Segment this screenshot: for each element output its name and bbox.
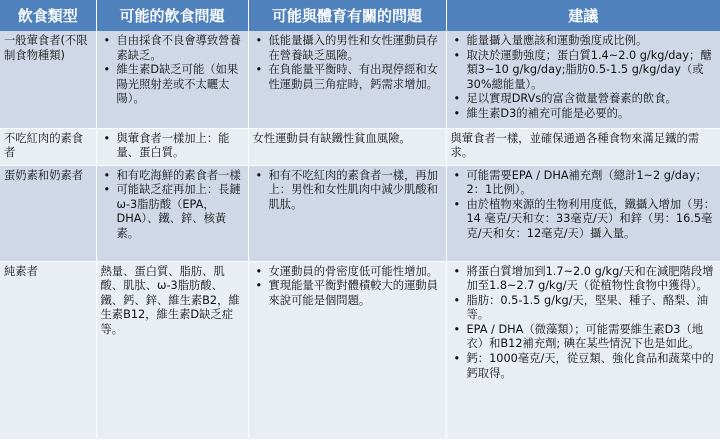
table-row [0, 31, 720, 128]
diet-issues-cell [96, 165, 248, 261]
advice-cell [446, 165, 720, 261]
list-item: • 女運動員的骨密度低可能性增加。 [253, 265, 442, 280]
table-row [0, 128, 720, 165]
list-item: • 可能缺乏症再加上：長鏈ω-3脂肪酸（EPA，DHA）、鐵、鋅、核黃素。 [101, 183, 244, 241]
list-item: • 由於植物來源的生物利用度低，鐵攝入增加（男：14 毫克/天和女：33毫克/天）和鋅（男：16.5毫克/天和女：12毫克/天）攝入量。 [451, 198, 717, 242]
advice-cell [446, 31, 720, 128]
list-item: • 和有不吃紅肉的素食者一樣，再加上：男性和女性肌肉中減少肌酸和肌肽。 [253, 169, 442, 213]
list-item: • 鈣：1000毫克/天，從豆類、強化食品和蔬菜中的鈣取得。 [451, 352, 717, 381]
diet-type-label: 一般葷食者(不限制食物種類) [4, 34, 88, 62]
advice-cell [446, 128, 720, 165]
list-item: • 和有吃海鮮的素食者一樣 [101, 169, 244, 184]
sport-issues-cell [248, 31, 446, 128]
list-item: • 在負能量平衡時、有出現停經和女性運動員三角症時，鈣需求增加。 [253, 63, 442, 92]
header-sport-issues: 可能與體育有關的問題 [248, 0, 446, 31]
list-item: • 取決於運動強度；蛋白質1.4~2.0 g/kg/day；醣類3~10 g/kg/day;脂肪0.5-1.5 g/kg/day（或30%總能量）。 [451, 49, 717, 93]
diet-type-label: 蛋奶素和奶素者 [4, 168, 84, 182]
diet-issues-cell [96, 31, 248, 128]
list-item: • 低能量攝入的男性和女性運動員存在營養缺乏風險。 [253, 34, 442, 63]
header-diet-type: 飲食類型 [0, 0, 96, 31]
list-item: • 與葷食者一樣加上：能量、蛋白質。 [101, 132, 244, 161]
advice-cell [446, 261, 720, 439]
advice-text: 與葷食者一樣，並確保通過各種食物來滿足鐵的需求。 [450, 131, 700, 160]
diet-type-cell [0, 128, 96, 165]
diet-issues-cell [96, 128, 248, 165]
list-item: • EPA / DHA（微藻類）；可能需要維生素D3（地衣）和B12補充劑; 碘在某些情況下也是如此。 [451, 323, 717, 352]
diet-type-cell [0, 165, 96, 261]
header-row [0, 0, 720, 31]
list-item: • 維生素D3的補充可能是必要的。 [451, 107, 717, 122]
list-item: • 足以實現DRVs的富含微量營養素的飲食。 [451, 92, 717, 107]
diet-issues-text: 熱量、蛋白質、脂肪、肌酸、肌肽、ω-3脂肪酸、鐵、鈣、鋅、維生素B2，維生素B12，維生素D缺乏症等。 [100, 264, 240, 336]
list-item: • 自由採食不良會導致營養素缺乏。 [101, 34, 244, 63]
list-item: • 脂肪：0.5-1.5 g/kg/天，堅果、種子、酪梨、油等。 [451, 294, 717, 323]
sport-issues-cell [248, 165, 446, 261]
diet-type-label: 純素者 [4, 264, 38, 278]
table-row [0, 261, 720, 439]
diet-type-label: 不吃紅肉的素食者 [4, 131, 84, 160]
sport-issues-text: 女性運動員有缺鐵性貧血風險。 [252, 131, 411, 145]
header-advice: 建議 [446, 0, 720, 31]
diet-type-cell [0, 261, 96, 439]
diet-issues-cell [96, 261, 248, 439]
list-item: • 實現能量平衡對體積較大的運動員來說可能是個問題。 [253, 279, 442, 308]
list-item: • 能量攝入量應該和運動強度成比例。 [451, 34, 717, 49]
diet-type-cell [0, 31, 96, 128]
header-diet-issues: 可能的飲食問題 [96, 0, 248, 31]
list-item: • 將蛋白質增加到1.7~2.0 g/kg/天和在減肥階段增加至1.8~2.7 g/kg/天（從植物性食物中獲得）。 [451, 265, 717, 294]
table-row [0, 165, 720, 261]
sport-issues-cell [248, 128, 446, 165]
sport-issues-cell [248, 261, 446, 439]
list-item: • 可能需要EPA / DHA補充劑（總計1~2 g/day；2：1比例）。 [451, 169, 717, 198]
list-item: • 維生素D缺乏可能（如果陽光照射差或不太曬太陽）。 [101, 63, 244, 107]
